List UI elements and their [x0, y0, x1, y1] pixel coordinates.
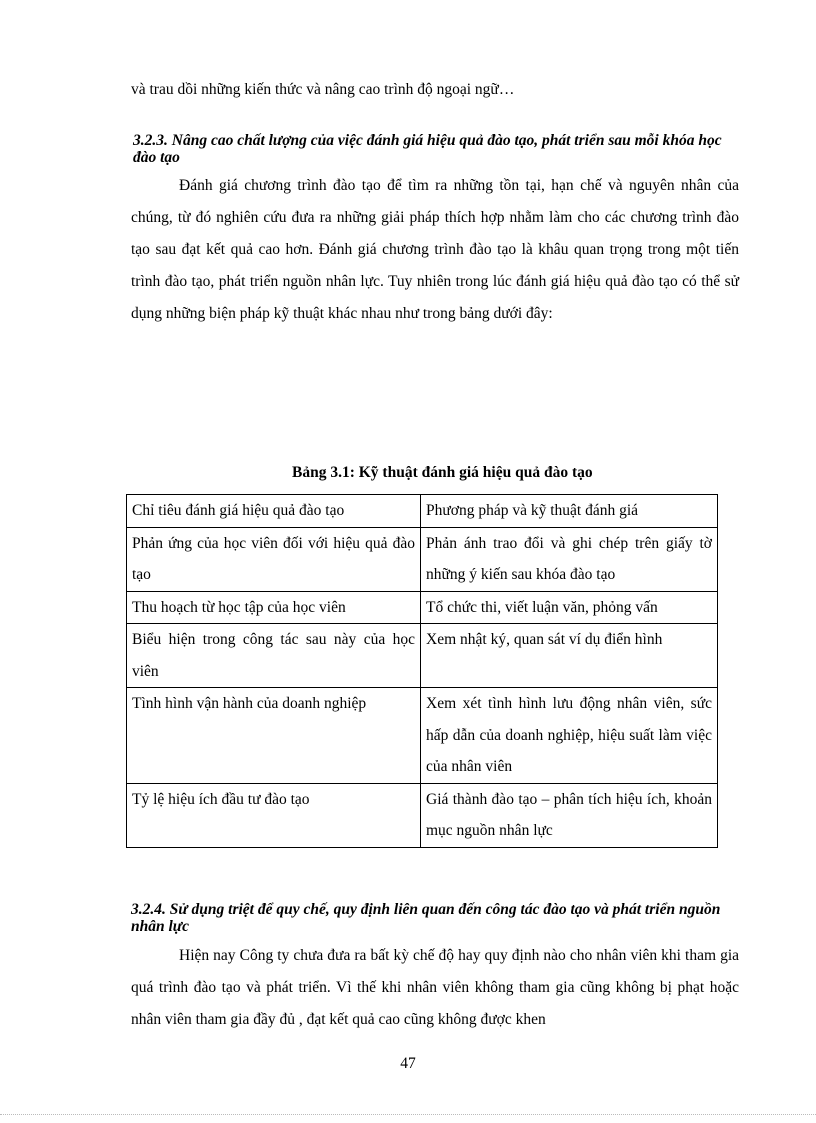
page-bottom-divider [0, 1114, 816, 1115]
table-row [127, 783, 718, 847]
method-cell: Xem nhật ký, quan sát ví dụ điển hình [421, 624, 718, 688]
table-header-row [127, 495, 718, 528]
table-header-cell: Phương pháp và kỹ thuật đánh giá [421, 495, 718, 528]
section-3-2-3-heading: 3.2.3. Nâng cao chất lượng của việc đánh giá hiệu quả đào tạo, phát triển sau mỗi khóa học đào tạo [133, 132, 722, 166]
criterion-cell: Thu hoạch từ học tập của học viên [127, 591, 421, 624]
method-cell: Giá thành đào tạo – phân tích hiệu ích, khoản mục nguồn nhân lực [421, 783, 718, 847]
evaluation-techniques-table [126, 494, 718, 848]
intro-line: và trau dồi những kiến thức và nâng cao trình độ ngoại ngữ… [131, 81, 515, 98]
table-row [127, 688, 718, 784]
criterion-cell: Phản ứng của học viên đối với hiệu quả đào tạo [127, 527, 421, 591]
table-header-cell: Chỉ tiêu đánh giá hiệu quả đào tạo [127, 495, 421, 528]
section-3-2-4-paragraph: Hiện nay Công ty chưa đưa ra bất kỳ chế độ hay quy định nào cho nhân viên khi tham gia quá trình đào tạo và phát triển. Vì thế khi nhân viên không tham gia cũng không bị phạt hoặc nhân viên tham gia đầy đủ , đạt kết quả cao cũng không được khen [131, 947, 739, 1028]
method-cell: Phản ánh trao đổi và ghi chép trên giấy tờ những ý kiến sau khóa đào tạo [421, 527, 718, 591]
table-caption: Bảng 3.1: Kỹ thuật đánh giá hiệu quả đào tạo [292, 464, 593, 481]
table-row [127, 527, 718, 591]
method-cell: Tổ chức thi, viết luận văn, phỏng vấn [421, 591, 718, 624]
table-row [127, 624, 718, 688]
method-cell: Xem xét tình hình lưu động nhân viên, sức hấp dẫn của doanh nghiệp, hiệu suất làm việc của nhân viên [421, 688, 718, 784]
section-3-2-4-heading: 3.2.4. Sử dụng triệt để quy chế, quy định liên quan đến công tác đào tạo và phát triển nguồn nhân lực [131, 901, 721, 935]
criterion-cell: Tỷ lệ hiệu ích đầu tư đào tạo [127, 783, 421, 847]
section-3-2-3-paragraph: Đánh giá chương trình đào tạo để tìm ra những tồn tại, hạn chế và nguyên nhân của chúng, từ đó nghiên cứu đưa ra những giải pháp thích hợp nhằm làm cho các chương trình đào tạo sau đạt kết quả cao hơn. Đánh giá chương trình đào tạo là khâu quan trọng trong một tiến trình đào tạo, phát triển nguồn nhân lực. Tuy nhiên trong lúc đánh giá hiệu quả đào tạo có thể sử dụng những biện pháp kỹ thuật khác nhau như trong bảng dưới đây: [131, 177, 739, 322]
criterion-cell: Biểu hiện trong công tác sau này của học viên [127, 624, 421, 688]
table-row [127, 591, 718, 624]
page-number: 47 [400, 1055, 416, 1072]
criterion-cell: Tình hình vận hành của doanh nghiệp [127, 688, 421, 784]
